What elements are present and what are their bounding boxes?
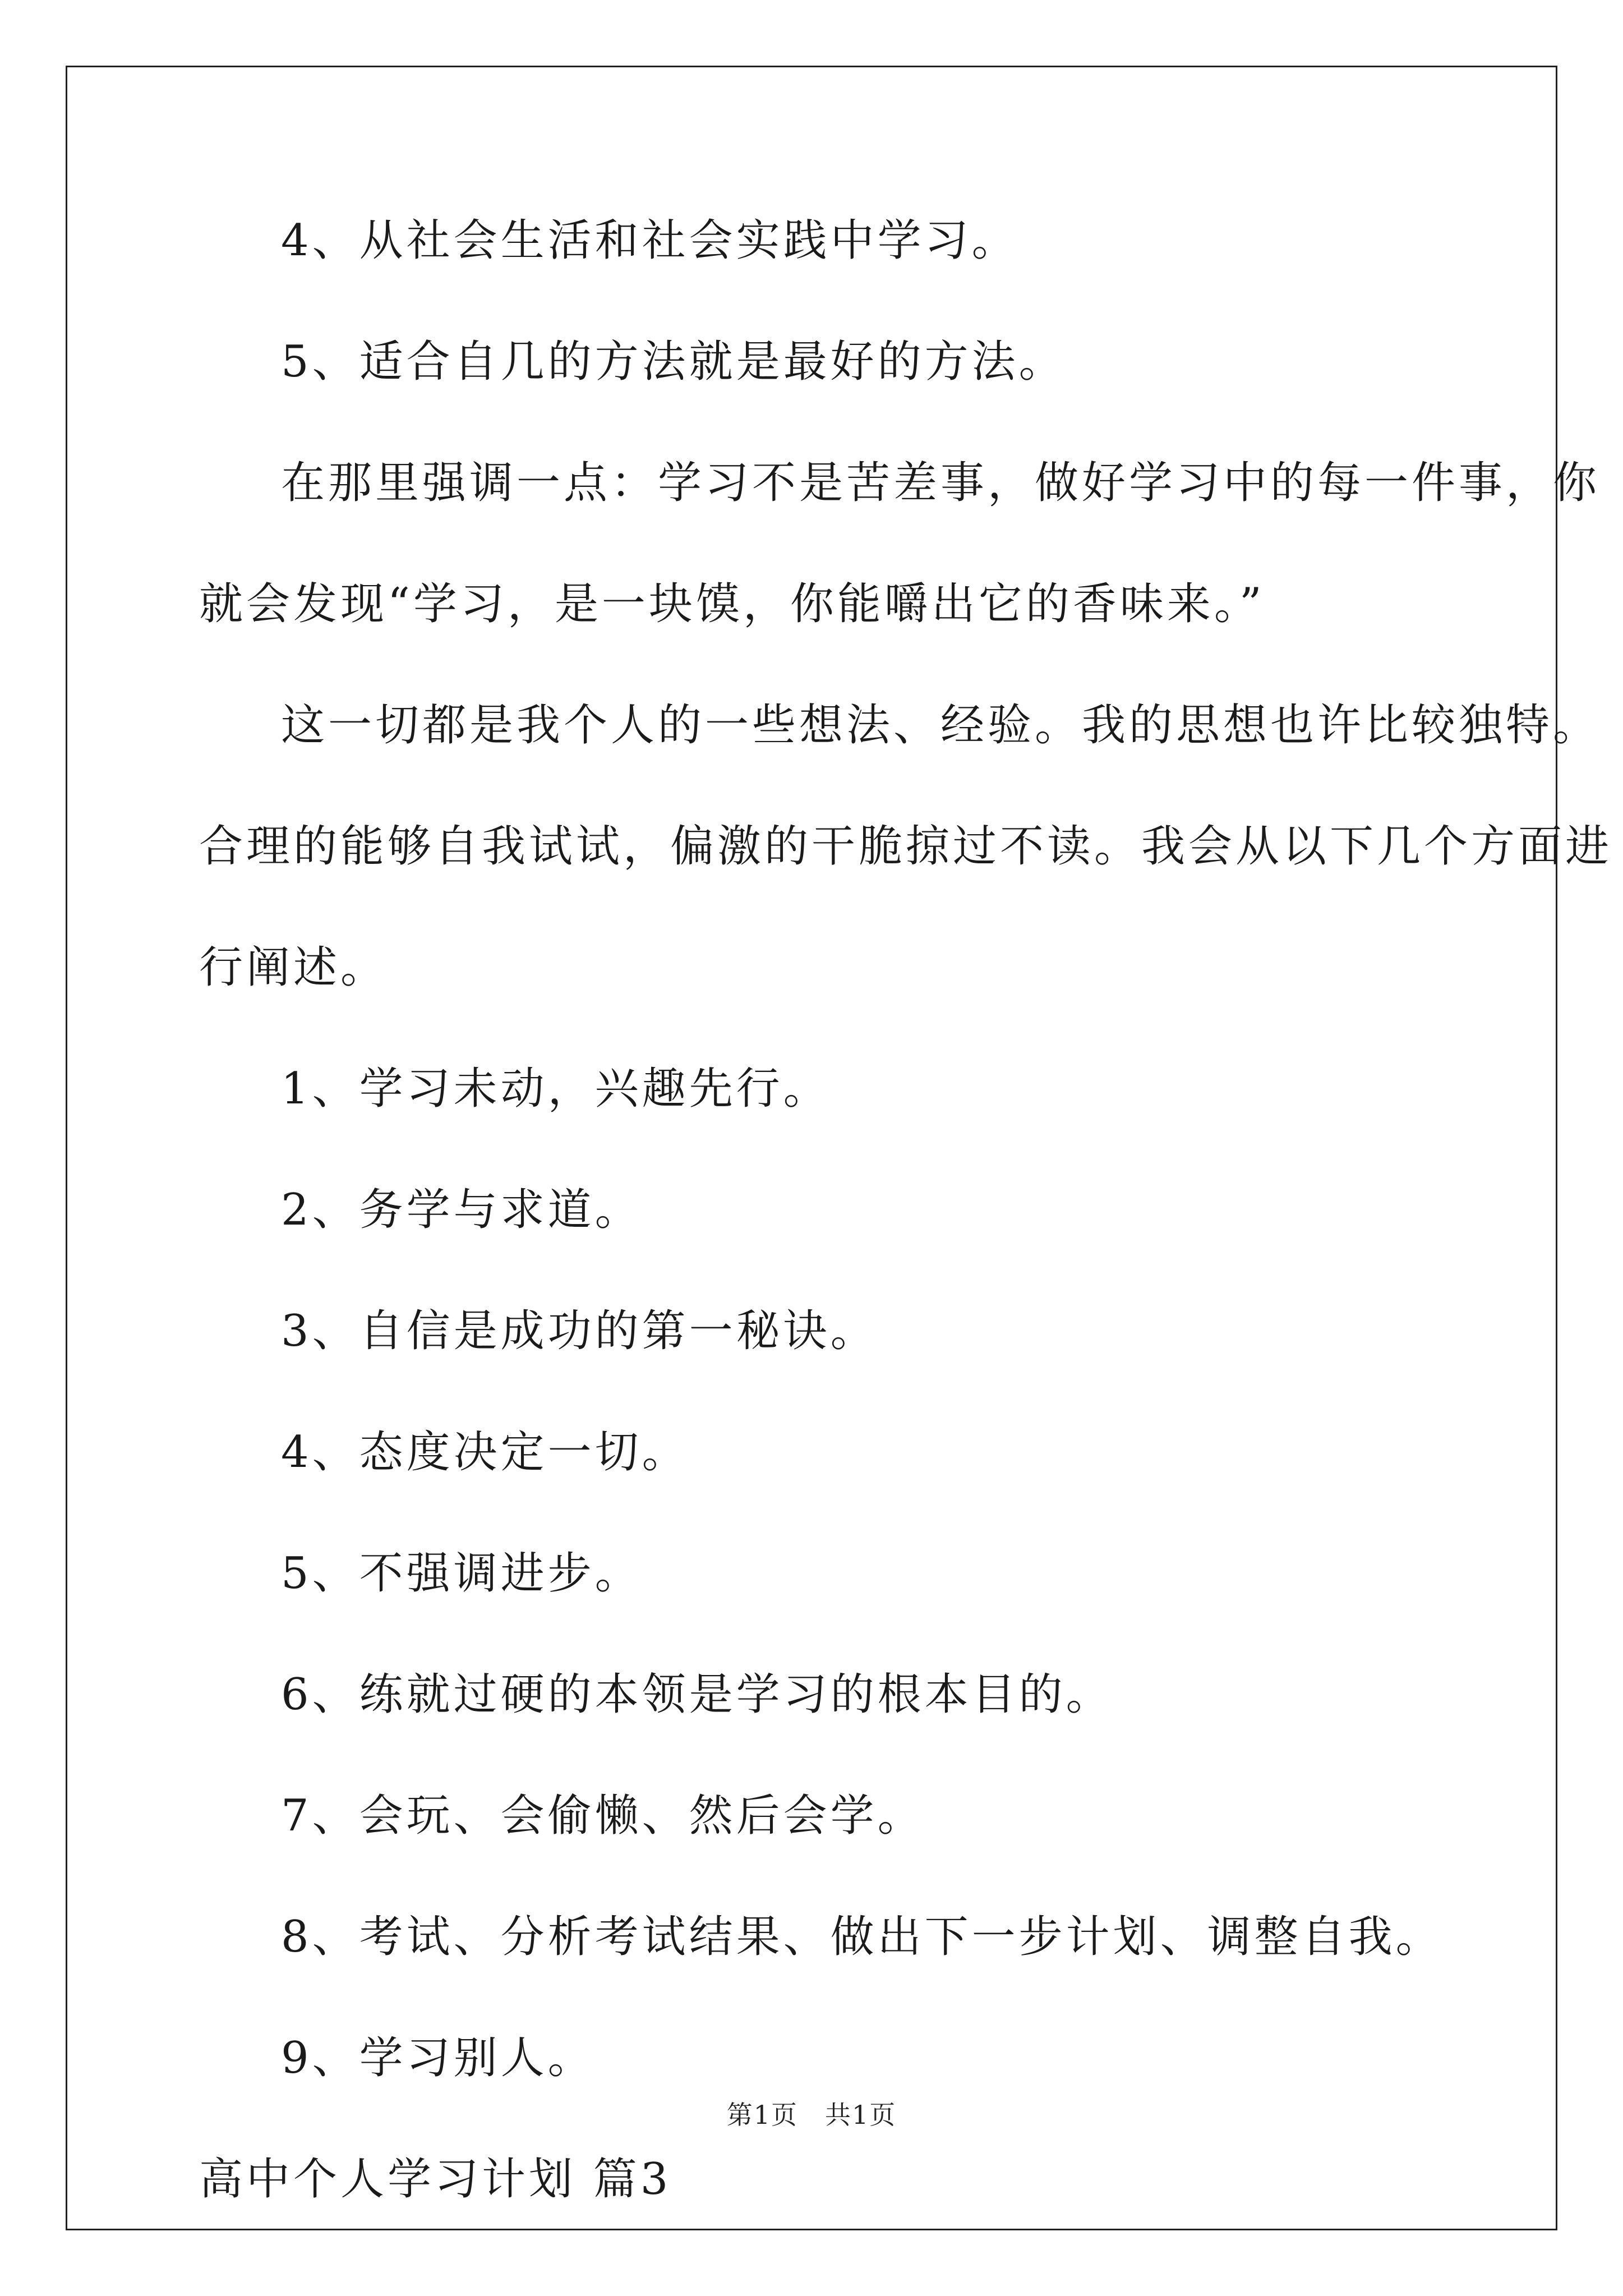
list-item: 9、学习别人。	[281, 2033, 595, 2083]
section-heading: 高中个人学习计划 篇3	[199, 2154, 672, 2205]
list-item: 4、从社会生活和社会实践中学习。	[281, 215, 1019, 266]
list-item: 1、学习未动，兴趣先行。	[281, 1064, 831, 1114]
list-item: 2、务学与求道。	[281, 1185, 642, 1235]
paragraph-line: 行阐述。	[199, 942, 388, 993]
page-number-footer: 第1页 共1页	[726, 2100, 897, 2130]
list-item: 8、考试、分析考试结果、做出下一步计划、调整自我。	[281, 1912, 1443, 1962]
list-item: 4、态度决定一切。	[281, 1427, 689, 1478]
list-item: 6、练就过硬的本领是学习的根本目的。	[281, 1669, 1113, 1720]
paragraph-line: 就会发现“学习，是一块馍，你能嚼出它的香味来。”	[199, 579, 1265, 629]
list-item: 3、自信是成功的第一秘诀。	[281, 1306, 878, 1356]
page-border	[66, 66, 1557, 2230]
paragraph-line: 这一切都是我个人的一些想法、经验。我的思想也许比较独特。	[281, 700, 1601, 751]
list-item: 5、不强调进步。	[281, 1548, 642, 1599]
list-item: 5、适合自几的方法就是最好的方法。	[281, 337, 1066, 387]
list-item: 7、会玩、会偷懒、然后会学。	[281, 1791, 925, 1841]
paragraph-line: 在那里强调一点：学习不是苦差事，做好学习中的每一件事，你	[281, 458, 1601, 508]
paragraph-line: 合理的能够自我试试，偏激的干脆掠过不读。我会从以下几个方面进	[199, 821, 1613, 872]
